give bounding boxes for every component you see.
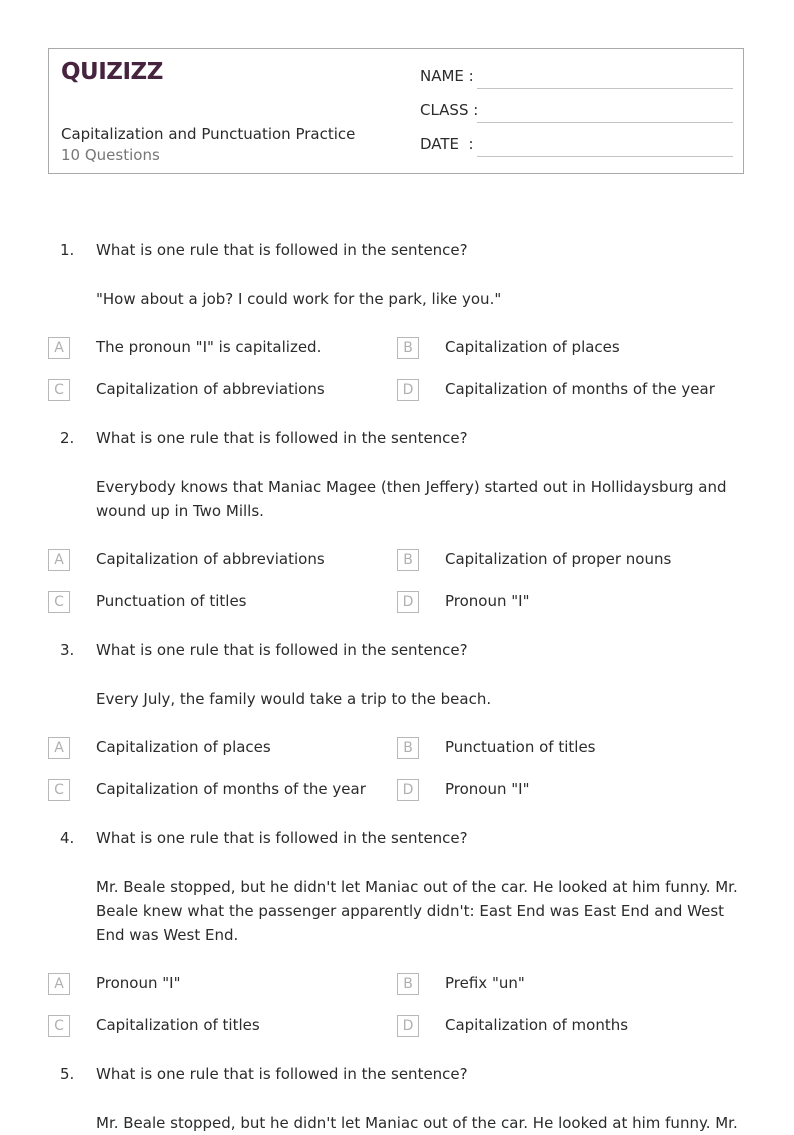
option-text: Capitalization of places (96, 738, 271, 756)
question-prompt: What is one rule that is followed in the sentence? (96, 829, 468, 847)
option-text: Capitalization of months of the year (96, 780, 366, 798)
option-letter-box: D (397, 1015, 419, 1037)
date-line[interactable] (477, 156, 733, 157)
worksheet-header (48, 48, 744, 174)
class-label: CLASS : (420, 101, 479, 119)
option-text: Capitalization of abbreviations (96, 550, 325, 568)
option-letter-box: B (397, 737, 419, 759)
option-text: Capitalization of months of the year (445, 380, 715, 398)
class-field[interactable] (420, 101, 733, 123)
question-prompt: What is one rule that is followed in the sentence? (96, 1065, 468, 1083)
question-prompt: What is one rule that is followed in the sentence? (96, 241, 468, 259)
option-letter-box: C (48, 591, 70, 613)
option-text: Punctuation of titles (445, 738, 596, 756)
option-text: Pronoun "I" (445, 592, 530, 610)
question-number: 5. (60, 1065, 75, 1083)
option-text: Prefix "un" (445, 974, 525, 992)
option-text: Pronoun "I" (96, 974, 181, 992)
question-number: 4. (60, 829, 75, 847)
option-letter-box: D (397, 591, 419, 613)
option-text: Pronoun "I" (445, 780, 530, 798)
question-sentence: Every July, the family would take a trip to the beach. (96, 690, 492, 708)
option-letter-box: A (48, 337, 70, 359)
question-count: 10 Questions (61, 146, 160, 164)
option-letter-box: D (397, 779, 419, 801)
option-text: Capitalization of proper nouns (445, 550, 672, 568)
option-text: Capitalization of places (445, 338, 620, 356)
question-number: 3. (60, 641, 75, 659)
question-prompt: What is one rule that is followed in the sentence? (96, 429, 468, 447)
option-letter-box: B (397, 549, 419, 571)
date-field[interactable] (420, 135, 733, 157)
option-letter-box: A (48, 549, 70, 571)
option-letter-box: C (48, 379, 70, 401)
option-letter-box: A (48, 737, 70, 759)
question-number: 2. (60, 429, 75, 447)
option-letter-box: B (397, 973, 419, 995)
option-text: The pronoun "I" is capitalized. (96, 338, 322, 356)
option-letter-box: B (397, 337, 419, 359)
name-label: NAME : (420, 67, 474, 85)
option-letter-box: A (48, 973, 70, 995)
question-sentence: "How about a job? I could work for the park, like you." (96, 290, 502, 308)
worksheet-title: Capitalization and Punctuation Practice (61, 125, 356, 143)
option-letter-box: C (48, 779, 70, 801)
option-text: Capitalization of months (445, 1016, 629, 1034)
option-text: Capitalization of titles (96, 1016, 260, 1034)
option-text: Capitalization of abbreviations (96, 380, 325, 398)
option-letter-box: C (48, 1015, 70, 1037)
question-sentence: Mr. Beale stopped, but he didn't let Maniac out of the car. He looked at him funny. Mr. (96, 1114, 738, 1132)
question-sentence: Everybody knows that Maniac Magee (then Jeffery) started out in Hollidaysburg and wound up in Two Mills. (96, 478, 727, 520)
question-number: 1. (60, 241, 75, 259)
class-line[interactable] (477, 122, 733, 123)
name-line[interactable] (477, 88, 733, 89)
name-field[interactable] (420, 67, 733, 89)
quizizz-logo: QUIZIZZ (61, 59, 163, 85)
question-sentence: Mr. Beale stopped, but he didn't let Maniac out of the car. He looked at him funny. Mr. Beale knew what the passenger apparently didn't: East End was East End and West End was West End. (96, 878, 738, 944)
option-letter-box: D (397, 379, 419, 401)
option-text: Punctuation of titles (96, 592, 247, 610)
date-label: DATE : (420, 135, 474, 153)
question-prompt: What is one rule that is followed in the sentence? (96, 641, 468, 659)
